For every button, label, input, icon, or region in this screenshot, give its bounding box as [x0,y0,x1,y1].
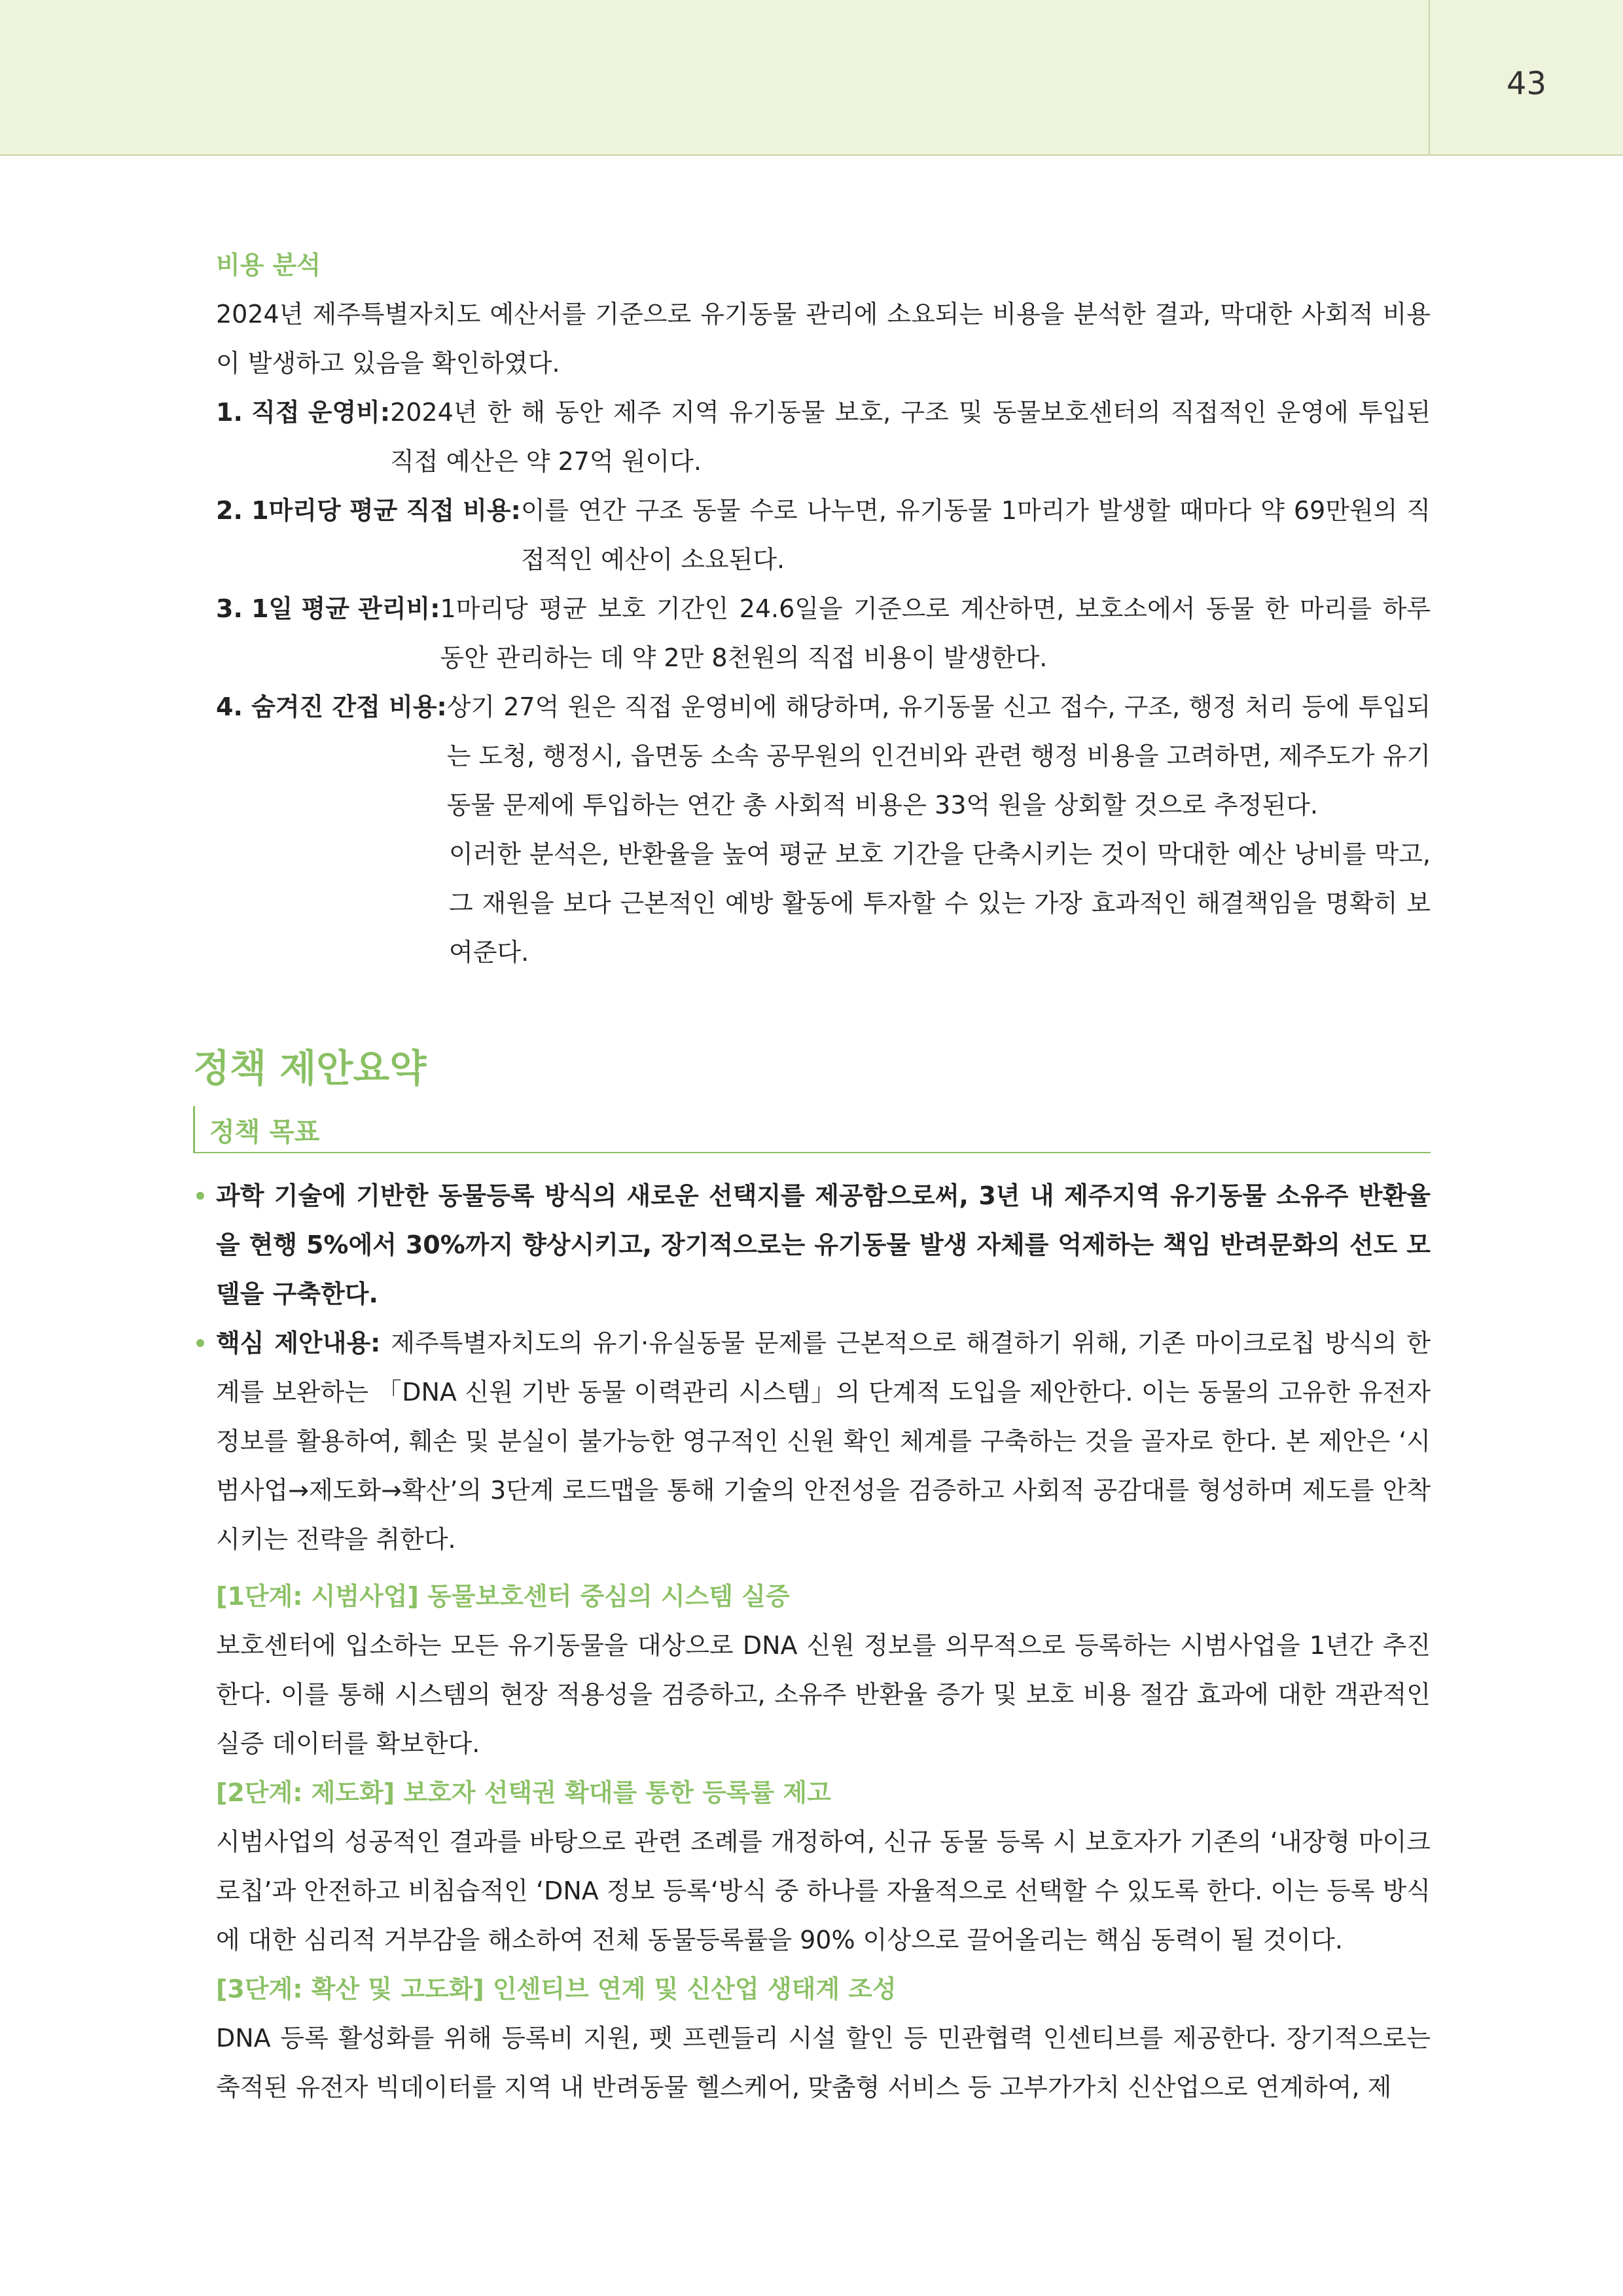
policy-goal-heading: 정책 목표 [209,1117,320,1147]
cost-item-label: 1. 직접 운영비: [216,398,391,427]
cost-item-hidden [216,683,1431,830]
cost-item-text: 1마리당 평균 보호 기간인 24.6일을 기준으로 계산하면, 보호소에서 동물 한 마리를 하루 동안 관리하는 데 약 2만 8천원의 직접 비용이 발생한다. [440,594,1431,672]
cost-item-text: 2024년 한 해 동안 제주 지역 유기동물 보호, 구조 및 동물보호센터의 직접적인 운영에 투입된 직접 예산은 약 27억 원이다. [390,398,1431,476]
cost-item-per-animal [216,486,1431,584]
cost-analysis-conclusion: 이러한 분석은, 반환율을 높여 평균 보호 기간을 단축시키는 것이 막대한 예산 낭비를 막고, 그 재원을 보다 근본적인 예방 활동에 투자할 수 있는 가장 효과적인 해결책임을 명확히 보여준다. [449,840,1431,967]
cost-item-direct [216,388,1431,486]
stage-3-text: DNA 등록 활성화를 위해 등록비 지원, 펫 프렌들리 시설 할인 등 민관협력 인센티브를 제공한다. 장기적으로는 축적된 유전자 빅데이터를 지역 내 반려동물 헬스케어, 맞춤형 서비스 등 고부가가치 신산업으로 연계하여, 제 [216,2024,1431,2102]
policy-core-label: 핵심 제안내용: [216,1329,391,1357]
policy-goal-bullet [216,1172,1431,1319]
stage-1-title: [1단계: 시범사업] 동물보호센터 중심의 시스템 실증 [216,1582,790,1611]
bullet-icon [196,1192,204,1200]
cost-item-text: 이를 연간 구조 동물 수로 나누면, 유기동물 1마리가 발생할 때마다 약 69만원의 직접적인 예산이 소요된다. [520,496,1431,574]
bullet-icon [196,1339,204,1347]
policy-goal-text: 과학 기술에 기반한 동물등록 방식의 새로운 선택지를 제공함으로써, 3년 내 제주지역 유기동물 소유주 반환율을 현행 5%에서 30%까지 향상시키고, 장기적으로는 유기동물 발생 자체를 억제하는 책임 반려문화의 선도 모델을 구축한다. [216,1181,1431,1308]
cost-item-label: 4. 숨겨진 간접 비용: [216,692,447,721]
cost-analysis-intro: 2024년 제주특별자치도 예산서를 기준으로 유기동물 관리에 소요되는 비용을 분석한 결과, 막대한 사회적 비용이 발생하고 있음을 확인하였다. [216,300,1431,378]
stage-1-text: 보호센터에 입소하는 모든 유기동물을 대상으로 DNA 신원 정보를 의무적으로 등록하는 시범사업을 1년간 추진한다. 이를 통해 시스템의 현장 적용성을 검증하고, 소유주 반환율 증가 및 보호 비용 절감 효과에 대한 객관적인 실증 데이터를 확보한다. [216,1631,1431,1758]
stage-2-text: 시범사업의 성공적인 결과를 바탕으로 관련 조례를 개정하여, 신규 동물 등록 시 보호자가 기존의 ‘내장형 마이크로칩’과 안전하고 비침습적인 ‘DNA 정보 등록‘방식 중 하나를 자율적으로 선택할 수 있도록 한다. 이는 등록 방식에 대한 심리적 거부감을 해소하여 전체 동물등록률을 90% 이상으로 끌어올리는 핵심 동력이 될 것이다. [216,1827,1431,1954]
cost-item-daily [216,584,1431,683]
policy-summary-title: 정책 제안요약 [193,1046,427,1090]
cost-item-text: 상기 27억 원은 직접 운영비에 해당하며, 유기동물 신고 접수, 구조, 행정 처리 등에 투입되는 도청, 행정시, 읍면동 소속 공무원의 인건비와 관련 행정 비용을 고려하면, 제주도가 유기동물 문제에 투입하는 연간 총 사회적 비용은 33억 원을 상회할 것으로 추정된다. [446,692,1431,819]
cost-analysis-section [216,245,1431,977]
cost-item-label: 2. 1마리당 평균 직접 비용: [216,496,521,525]
stage-2-title: [2단계: 제도화] 보호자 선택권 확대를 통한 등록률 제고 [216,1778,831,1807]
header-band [0,0,1623,156]
page-number: 43 [1506,65,1547,102]
cost-item-label: 3. 1일 평균 관리비: [216,594,440,623]
policy-core-bullet [216,1319,1431,1564]
policy-goal-subheading [193,1106,1431,1153]
stage-3-title: [3단계: 확산 및 고도화] 인센티브 연계 및 신산업 생태계 조성 [216,1975,897,2003]
policy-core-text: 제주특별자치도의 유기·유실동물 문제를 근본적으로 해결하기 위해, 기존 마이크로칩 방식의 한계를 보완하는 「DNA 신원 기반 동물 이력관리 시스템」의 단계적 도입을 제안한다. 이는 동물의 고유한 유전자 정보를 활용하여, 훼손 및 분실이 불가능한 영구적인 신원 확인 체계를 구축하는 것을 골자로 한다. 본 제안은 ‘시범사업→제도화→확산’의 3단계 로드맵을 통해 기술의 안전성을 검증하고 사회적 공감대를 형성하며 제도를 안착시키는 전략을 취한다. [216,1329,1431,1554]
cost-analysis-heading: 비용 분석 [216,251,321,279]
policy-section [216,1172,1431,2112]
